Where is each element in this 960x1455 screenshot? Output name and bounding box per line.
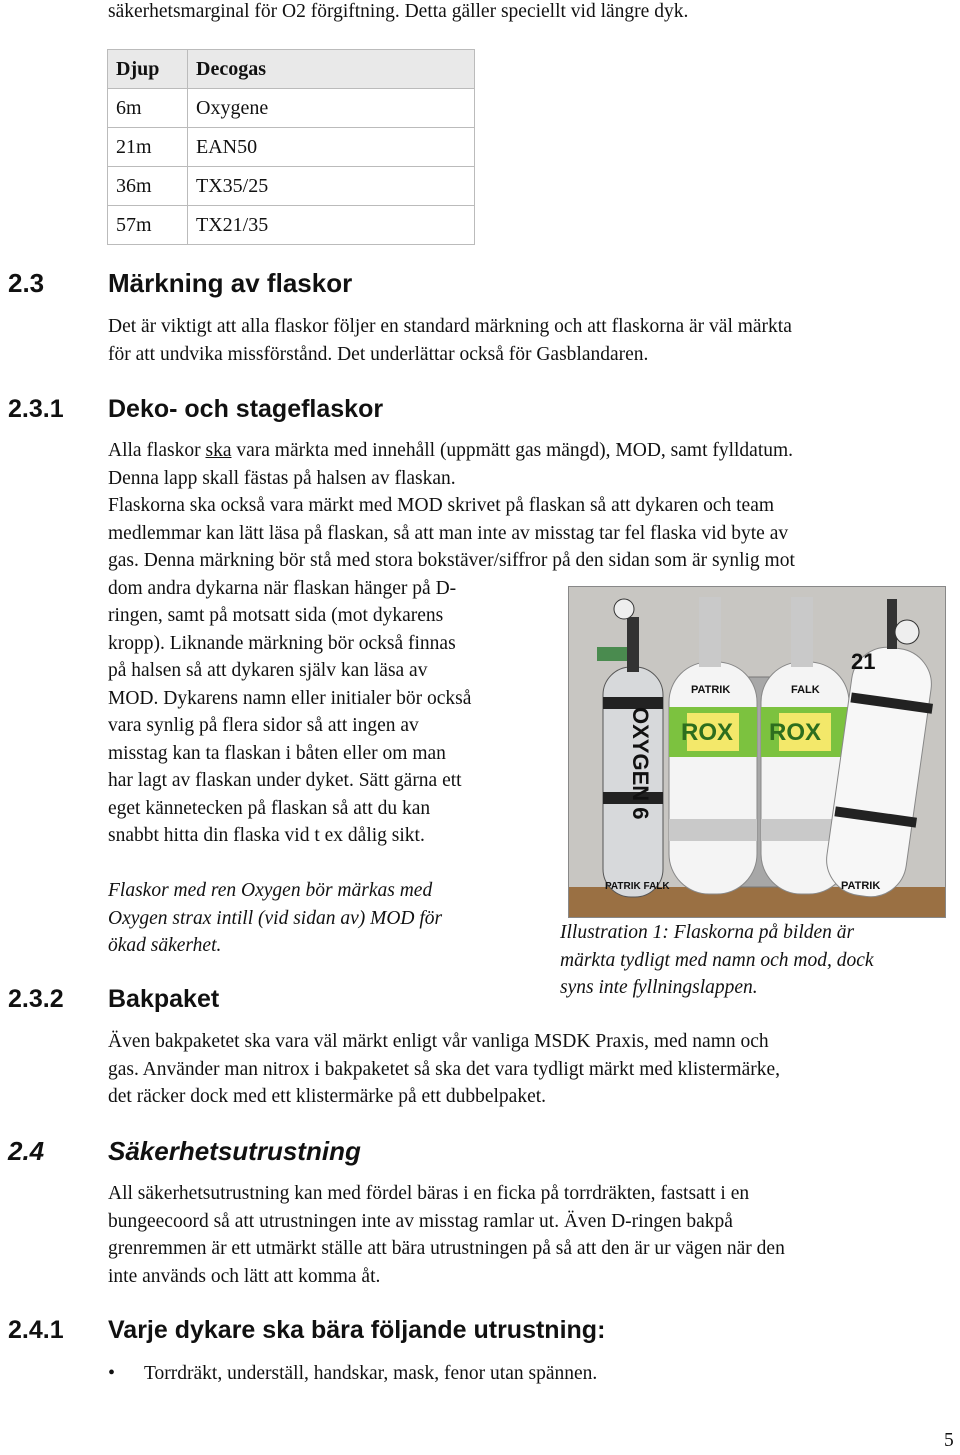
patrik-falk-label: PATRIK FALK bbox=[605, 881, 670, 892]
text-line: ökad säkerhet. bbox=[108, 935, 222, 956]
section-2-3-2-paragraph bbox=[108, 1028, 780, 1111]
oxygen-label: OXYGEN 6 bbox=[628, 707, 653, 820]
text-line: misstag kan ta flaskan i båten eller om man bbox=[108, 742, 446, 764]
equipment-list bbox=[108, 1360, 597, 1388]
section-2-3-1-number: 2.3.1 bbox=[8, 395, 64, 423]
top-line: säkerhetsmarginal för O2 förgiftning. Detta gäller speciellt vid längre dyk. bbox=[108, 1, 689, 22]
patrik-label-2: PATRIK bbox=[841, 880, 881, 892]
decogas-table bbox=[107, 49, 475, 245]
section-2-3-number: 2.3 bbox=[8, 268, 45, 298]
underlined-word: ska bbox=[205, 440, 232, 461]
list-item bbox=[108, 1360, 597, 1388]
table-row bbox=[108, 128, 475, 167]
section-2-3-1-title: Deko- och stageflaskor bbox=[108, 395, 384, 423]
text-line: grenremmen är ett utmärkt ställe att bära utrustningen på så att den är ur vägen när den bbox=[108, 1238, 785, 1259]
table-cell: 6m bbox=[108, 89, 188, 128]
table-header-row bbox=[108, 50, 475, 89]
text-line: har lagt av flaskan under dyket. Sätt gärna ett bbox=[108, 770, 462, 791]
section-2-4-title: Säkerhetsutrustning bbox=[108, 1136, 361, 1166]
mod-21-label: 21 bbox=[851, 649, 876, 674]
text-line: snabbt hitta din flaska vid t ex dålig sikt. bbox=[108, 825, 425, 846]
table-cell: 57m bbox=[108, 206, 188, 245]
section-2-3-2-title: Bakpaket bbox=[108, 985, 220, 1013]
section-2-4-1-title: Varje dykare ska bära följande utrustning: bbox=[108, 1316, 606, 1344]
column-header-decogas: Decogas bbox=[188, 50, 475, 89]
page-number: 5 bbox=[944, 1430, 954, 1451]
text-span: Alla flaskor bbox=[108, 440, 206, 461]
section-2-4-paragraph bbox=[108, 1180, 785, 1290]
text-line: Oxygen strax intill (vid sidan av) MOD för bbox=[108, 907, 443, 929]
text-line: Flaskorna ska också vara märkt med MOD skrivet på flaskan så att dykaren och team bbox=[108, 495, 775, 516]
text-line: syns inte fyllningslappen. bbox=[560, 977, 758, 998]
text-line: MOD. Dykarens namn eller initialer bör också bbox=[108, 687, 472, 709]
rox-label: ROX bbox=[681, 719, 734, 746]
table-cell: Oxygene bbox=[188, 89, 475, 128]
text-span: vara märkta med innehåll (uppmätt gas mängd), MOD, samt fylldatum. bbox=[231, 440, 794, 461]
text-line: vara synlig på flera sidor så att ingen av bbox=[108, 715, 419, 736]
column-header-djup: Djup bbox=[108, 50, 188, 89]
table-cell: TX35/25 bbox=[188, 167, 475, 206]
text-line: på halsen så att dykaren själv kan läsa av bbox=[108, 660, 428, 681]
section-2-3-title: Märkning av flaskor bbox=[108, 268, 353, 298]
text-line: gas. Denna märkning bör stå med stora bokstäver/siffror på den sidan som är synlig mot bbox=[108, 550, 795, 571]
photo-caption bbox=[560, 919, 874, 1002]
section-2-4-1-number: 2.4.1 bbox=[8, 1316, 64, 1344]
table-cell: EAN50 bbox=[188, 128, 475, 167]
decogas-table-wrapper bbox=[107, 49, 475, 245]
text-line: Det är viktigt att alla flaskor följer en standard märkning och att flaskorna är väl märkta bbox=[108, 316, 792, 337]
text-line: gas. Använder man nitrox i bakpaketet så ska det vara tydligt märkt med klistermärke, bbox=[108, 1058, 781, 1080]
patrik-label: PATRIK bbox=[691, 684, 731, 696]
text-line: märkta tydligt med namn och mod, dock bbox=[560, 949, 874, 971]
table-cell: 36m bbox=[108, 167, 188, 206]
section-2-3-2-number: 2.3.2 bbox=[8, 985, 64, 1013]
section-2-4-number: 2.4 bbox=[8, 1136, 45, 1166]
table-row bbox=[108, 206, 475, 245]
table-row bbox=[108, 89, 475, 128]
section-2-3-1-paragraph-1 bbox=[108, 437, 793, 492]
text-line: det räcker dock med ett klistermärke på ett dubbelpaket. bbox=[108, 1086, 547, 1107]
table-row bbox=[108, 167, 475, 206]
text-line bbox=[108, 437, 793, 465]
text-line: bungeecoord så att utrustningen inte av misstag ramlar ut. Även D-ringen bakpå bbox=[108, 1210, 733, 1232]
section-2-3-paragraph bbox=[108, 313, 792, 368]
text-line: kropp). Liknande märkning bör också finnas bbox=[108, 632, 456, 654]
falk-label: FALK bbox=[791, 684, 820, 696]
bullet: • bbox=[108, 1362, 116, 1384]
text-line: Illustration 1: Flaskorna på bilden är bbox=[560, 922, 855, 943]
list-item-text: Torrdräkt, underställ, handskar, mask, fenor utan spännen. bbox=[144, 1363, 598, 1384]
table-cell: TX21/35 bbox=[188, 206, 475, 245]
text-line: inte används och lätt att komma åt. bbox=[108, 1265, 381, 1287]
text-line: för att undvika missförstånd. Det underlättar också för Gasblandaren. bbox=[108, 343, 649, 365]
text-line: Flaskor med ren Oxygen bör märkas med bbox=[108, 880, 433, 901]
cylinders-photo bbox=[568, 586, 946, 918]
text-line: Denna lapp skall fästas på halsen av flaskan. bbox=[108, 467, 456, 489]
text-line: ringen, samt på motsatt sida (mot dykarens bbox=[108, 605, 444, 626]
rox-label-2: ROX bbox=[769, 719, 822, 746]
text-line: eget kännetecken på flaskan så att du kan bbox=[108, 797, 431, 819]
text-line: dom andra dykarna när flaskan hänger på D- bbox=[108, 577, 457, 599]
text-line: All säkerhetsutrustning kan med fördel bäras i en ficka på torrdräkten, fastsatt i en bbox=[108, 1183, 750, 1204]
oxygen-note bbox=[108, 877, 442, 960]
table-cell: 21m bbox=[108, 128, 188, 167]
text-line: medlemmar kan lätt läsa på flaskan, så att man inte av misstag tar fel flaska vid byte av bbox=[108, 522, 789, 544]
text-line: Även bakpaketet ska vara väl märkt enligt vår vanliga MSDK Praxis, med namn och bbox=[108, 1031, 769, 1052]
cylinders-illustration bbox=[569, 587, 945, 917]
